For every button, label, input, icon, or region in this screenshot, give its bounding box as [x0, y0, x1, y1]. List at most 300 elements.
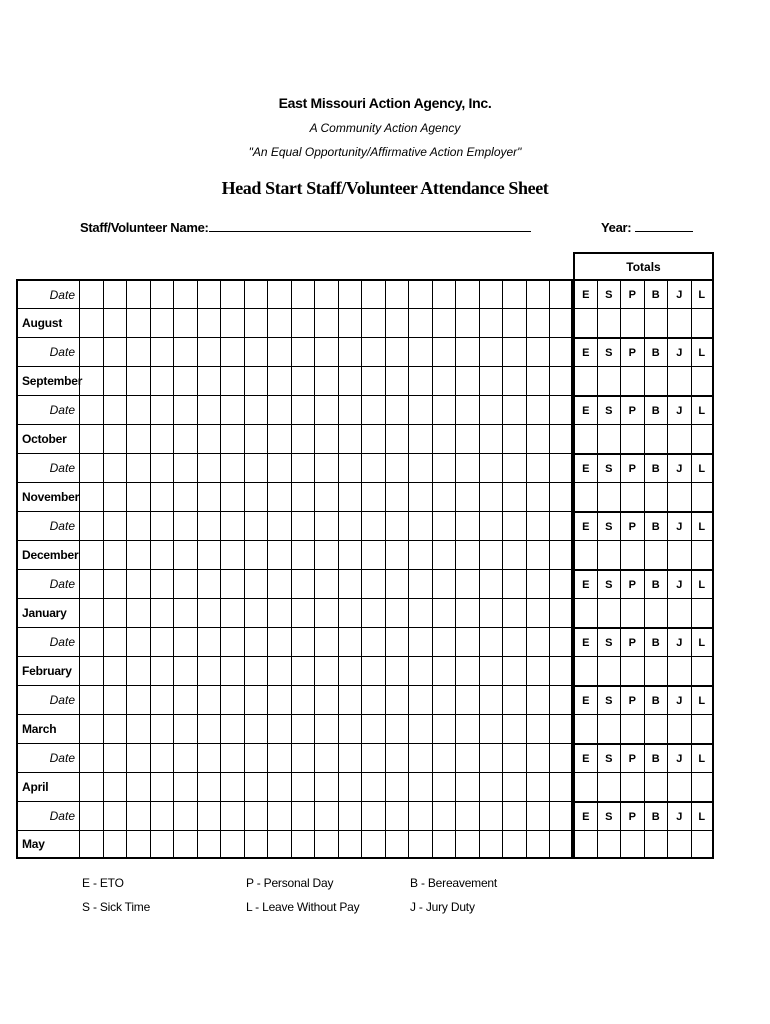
- date-cell[interactable]: [432, 627, 456, 656]
- attendance-cell[interactable]: [526, 656, 550, 685]
- date-cell[interactable]: [432, 395, 456, 424]
- attendance-cell[interactable]: [126, 830, 150, 859]
- date-cell[interactable]: [150, 801, 174, 830]
- total-value-cell[interactable]: [667, 598, 691, 627]
- attendance-cell[interactable]: [173, 424, 197, 453]
- attendance-cell[interactable]: [549, 598, 573, 627]
- attendance-cell[interactable]: [526, 366, 550, 395]
- attendance-cell[interactable]: [267, 772, 291, 801]
- date-cell[interactable]: [173, 453, 197, 482]
- date-cell[interactable]: [361, 801, 385, 830]
- attendance-cell[interactable]: [385, 656, 409, 685]
- attendance-cell[interactable]: [267, 424, 291, 453]
- total-value-cell[interactable]: [620, 714, 644, 743]
- attendance-cell[interactable]: [549, 308, 573, 337]
- date-cell[interactable]: [150, 627, 174, 656]
- date-cell[interactable]: [526, 685, 550, 714]
- date-cell[interactable]: [502, 685, 526, 714]
- date-cell[interactable]: [502, 337, 526, 366]
- date-cell[interactable]: [267, 627, 291, 656]
- date-cell[interactable]: [314, 627, 338, 656]
- attendance-cell[interactable]: [173, 540, 197, 569]
- date-cell[interactable]: [79, 453, 103, 482]
- date-cell[interactable]: [267, 511, 291, 540]
- attendance-cell[interactable]: [103, 598, 127, 627]
- total-value-cell[interactable]: [573, 308, 597, 337]
- attendance-cell[interactable]: [385, 308, 409, 337]
- date-cell[interactable]: [549, 395, 573, 424]
- date-cell[interactable]: [314, 569, 338, 598]
- attendance-cell[interactable]: [338, 714, 362, 743]
- date-cell[interactable]: [455, 511, 479, 540]
- attendance-cell[interactable]: [150, 830, 174, 859]
- total-value-cell[interactable]: [597, 598, 621, 627]
- date-cell[interactable]: [220, 569, 244, 598]
- date-cell[interactable]: [338, 453, 362, 482]
- date-cell[interactable]: [220, 685, 244, 714]
- date-cell[interactable]: [150, 279, 174, 308]
- attendance-cell[interactable]: [549, 656, 573, 685]
- attendance-cell[interactable]: [126, 308, 150, 337]
- date-cell[interactable]: [103, 627, 127, 656]
- attendance-cell[interactable]: [479, 772, 503, 801]
- date-cell[interactable]: [244, 395, 268, 424]
- date-cell[interactable]: [150, 511, 174, 540]
- staff-name-field[interactable]: [80, 220, 531, 235]
- attendance-cell[interactable]: [408, 424, 432, 453]
- date-cell[interactable]: [173, 685, 197, 714]
- date-cell[interactable]: [79, 743, 103, 772]
- date-cell[interactable]: [526, 743, 550, 772]
- attendance-cell[interactable]: [173, 482, 197, 511]
- date-cell[interactable]: [103, 279, 127, 308]
- attendance-cell[interactable]: [338, 772, 362, 801]
- date-cell[interactable]: [361, 337, 385, 366]
- total-value-cell[interactable]: [620, 540, 644, 569]
- date-cell[interactable]: [502, 511, 526, 540]
- date-cell[interactable]: [244, 569, 268, 598]
- date-cell[interactable]: [314, 743, 338, 772]
- attendance-cell[interactable]: [549, 482, 573, 511]
- attendance-cell[interactable]: [549, 772, 573, 801]
- date-cell[interactable]: [244, 627, 268, 656]
- total-value-cell[interactable]: [573, 540, 597, 569]
- attendance-cell[interactable]: [526, 598, 550, 627]
- date-cell[interactable]: [314, 279, 338, 308]
- date-cell[interactable]: [244, 685, 268, 714]
- attendance-cell[interactable]: [126, 366, 150, 395]
- total-value-cell[interactable]: [620, 598, 644, 627]
- date-cell[interactable]: [479, 453, 503, 482]
- attendance-cell[interactable]: [103, 772, 127, 801]
- date-cell[interactable]: [549, 453, 573, 482]
- date-cell[interactable]: [361, 627, 385, 656]
- date-cell[interactable]: [79, 627, 103, 656]
- date-cell[interactable]: [126, 511, 150, 540]
- attendance-cell[interactable]: [103, 830, 127, 859]
- date-cell[interactable]: [385, 801, 409, 830]
- attendance-cell[interactable]: [385, 366, 409, 395]
- attendance-cell[interactable]: [432, 424, 456, 453]
- total-value-cell[interactable]: [644, 656, 668, 685]
- date-cell[interactable]: [338, 337, 362, 366]
- attendance-cell[interactable]: [526, 482, 550, 511]
- total-value-cell[interactable]: [644, 714, 668, 743]
- total-value-cell[interactable]: [644, 598, 668, 627]
- date-cell[interactable]: [267, 395, 291, 424]
- date-cell[interactable]: [220, 453, 244, 482]
- total-value-cell[interactable]: [597, 482, 621, 511]
- attendance-cell[interactable]: [197, 482, 221, 511]
- date-cell[interactable]: [314, 801, 338, 830]
- date-cell[interactable]: [385, 569, 409, 598]
- attendance-cell[interactable]: [432, 772, 456, 801]
- attendance-cell[interactable]: [103, 482, 127, 511]
- attendance-cell[interactable]: [385, 598, 409, 627]
- total-value-cell[interactable]: [597, 830, 621, 859]
- total-value-cell[interactable]: [573, 366, 597, 395]
- attendance-cell[interactable]: [432, 656, 456, 685]
- attendance-cell[interactable]: [361, 366, 385, 395]
- attendance-cell[interactable]: [549, 424, 573, 453]
- attendance-cell[interactable]: [173, 830, 197, 859]
- date-cell[interactable]: [526, 801, 550, 830]
- attendance-cell[interactable]: [361, 830, 385, 859]
- date-cell[interactable]: [220, 337, 244, 366]
- attendance-cell[interactable]: [338, 598, 362, 627]
- date-cell[interactable]: [432, 453, 456, 482]
- attendance-cell[interactable]: [314, 830, 338, 859]
- attendance-cell[interactable]: [432, 714, 456, 743]
- date-cell[interactable]: [408, 627, 432, 656]
- date-cell[interactable]: [338, 743, 362, 772]
- attendance-cell[interactable]: [338, 308, 362, 337]
- date-cell[interactable]: [103, 801, 127, 830]
- attendance-cell[interactable]: [197, 366, 221, 395]
- date-cell[interactable]: [103, 743, 127, 772]
- attendance-cell[interactable]: [408, 830, 432, 859]
- attendance-cell[interactable]: [150, 482, 174, 511]
- attendance-cell[interactable]: [244, 656, 268, 685]
- total-value-cell[interactable]: [691, 714, 715, 743]
- date-cell[interactable]: [291, 743, 315, 772]
- date-cell[interactable]: [244, 453, 268, 482]
- attendance-cell[interactable]: [173, 656, 197, 685]
- total-value-cell[interactable]: [691, 424, 715, 453]
- attendance-cell[interactable]: [549, 540, 573, 569]
- attendance-cell[interactable]: [220, 830, 244, 859]
- total-value-cell[interactable]: [644, 772, 668, 801]
- date-cell[interactable]: [338, 395, 362, 424]
- date-cell[interactable]: [385, 337, 409, 366]
- attendance-cell[interactable]: [385, 714, 409, 743]
- date-cell[interactable]: [267, 685, 291, 714]
- total-value-cell[interactable]: [620, 830, 644, 859]
- date-cell[interactable]: [502, 395, 526, 424]
- date-cell[interactable]: [432, 511, 456, 540]
- attendance-cell[interactable]: [314, 366, 338, 395]
- date-cell[interactable]: [126, 685, 150, 714]
- date-cell[interactable]: [479, 801, 503, 830]
- date-cell[interactable]: [502, 279, 526, 308]
- date-cell[interactable]: [385, 511, 409, 540]
- date-cell[interactable]: [244, 337, 268, 366]
- date-cell[interactable]: [126, 569, 150, 598]
- attendance-cell[interactable]: [197, 308, 221, 337]
- date-cell[interactable]: [291, 453, 315, 482]
- attendance-cell[interactable]: [338, 656, 362, 685]
- attendance-cell[interactable]: [338, 482, 362, 511]
- date-cell[interactable]: [526, 395, 550, 424]
- attendance-cell[interactable]: [79, 656, 103, 685]
- date-cell[interactable]: [432, 801, 456, 830]
- attendance-cell[interactable]: [197, 714, 221, 743]
- attendance-cell[interactable]: [314, 540, 338, 569]
- attendance-cell[interactable]: [126, 656, 150, 685]
- attendance-cell[interactable]: [432, 366, 456, 395]
- total-value-cell[interactable]: [597, 366, 621, 395]
- attendance-cell[interactable]: [267, 656, 291, 685]
- attendance-cell[interactable]: [244, 424, 268, 453]
- attendance-cell[interactable]: [267, 482, 291, 511]
- date-cell[interactable]: [267, 337, 291, 366]
- date-cell[interactable]: [479, 337, 503, 366]
- date-cell[interactable]: [549, 685, 573, 714]
- attendance-cell[interactable]: [408, 656, 432, 685]
- total-value-cell[interactable]: [597, 540, 621, 569]
- date-cell[interactable]: [408, 569, 432, 598]
- attendance-cell[interactable]: [361, 656, 385, 685]
- total-value-cell[interactable]: [597, 772, 621, 801]
- attendance-cell[interactable]: [385, 772, 409, 801]
- total-value-cell[interactable]: [597, 714, 621, 743]
- date-cell[interactable]: [267, 743, 291, 772]
- date-cell[interactable]: [432, 685, 456, 714]
- attendance-cell[interactable]: [220, 540, 244, 569]
- attendance-cell[interactable]: [314, 656, 338, 685]
- date-cell[interactable]: [455, 453, 479, 482]
- date-cell[interactable]: [338, 685, 362, 714]
- attendance-cell[interactable]: [244, 482, 268, 511]
- attendance-cell[interactable]: [502, 830, 526, 859]
- date-cell[interactable]: [408, 337, 432, 366]
- total-value-cell[interactable]: [573, 714, 597, 743]
- date-cell[interactable]: [502, 569, 526, 598]
- attendance-cell[interactable]: [455, 308, 479, 337]
- year-blank[interactable]: [635, 221, 693, 232]
- date-cell[interactable]: [173, 279, 197, 308]
- attendance-cell[interactable]: [244, 308, 268, 337]
- date-cell[interactable]: [314, 685, 338, 714]
- attendance-cell[interactable]: [220, 424, 244, 453]
- attendance-cell[interactable]: [220, 714, 244, 743]
- attendance-cell[interactable]: [197, 772, 221, 801]
- attendance-cell[interactable]: [79, 772, 103, 801]
- attendance-cell[interactable]: [338, 424, 362, 453]
- attendance-cell[interactable]: [408, 598, 432, 627]
- attendance-cell[interactable]: [150, 540, 174, 569]
- date-cell[interactable]: [338, 511, 362, 540]
- date-cell[interactable]: [220, 743, 244, 772]
- attendance-cell[interactable]: [502, 308, 526, 337]
- attendance-cell[interactable]: [385, 424, 409, 453]
- total-value-cell[interactable]: [573, 482, 597, 511]
- attendance-cell[interactable]: [150, 308, 174, 337]
- total-value-cell[interactable]: [667, 482, 691, 511]
- date-cell[interactable]: [361, 569, 385, 598]
- attendance-cell[interactable]: [79, 308, 103, 337]
- date-cell[interactable]: [361, 279, 385, 308]
- attendance-cell[interactable]: [502, 482, 526, 511]
- total-value-cell[interactable]: [620, 772, 644, 801]
- attendance-cell[interactable]: [361, 598, 385, 627]
- total-value-cell[interactable]: [644, 366, 668, 395]
- attendance-cell[interactable]: [361, 308, 385, 337]
- total-value-cell[interactable]: [691, 830, 715, 859]
- date-cell[interactable]: [314, 337, 338, 366]
- date-cell[interactable]: [220, 511, 244, 540]
- total-value-cell[interactable]: [644, 540, 668, 569]
- total-value-cell[interactable]: [573, 656, 597, 685]
- date-cell[interactable]: [526, 569, 550, 598]
- attendance-cell[interactable]: [549, 714, 573, 743]
- attendance-cell[interactable]: [526, 308, 550, 337]
- attendance-cell[interactable]: [314, 482, 338, 511]
- date-cell[interactable]: [385, 685, 409, 714]
- date-cell[interactable]: [361, 685, 385, 714]
- attendance-cell[interactable]: [220, 308, 244, 337]
- date-cell[interactable]: [385, 279, 409, 308]
- attendance-cell[interactable]: [291, 308, 315, 337]
- date-cell[interactable]: [267, 801, 291, 830]
- date-cell[interactable]: [197, 743, 221, 772]
- date-cell[interactable]: [291, 627, 315, 656]
- date-cell[interactable]: [502, 743, 526, 772]
- date-cell[interactable]: [126, 801, 150, 830]
- total-value-cell[interactable]: [573, 598, 597, 627]
- date-cell[interactable]: [314, 511, 338, 540]
- date-cell[interactable]: [173, 511, 197, 540]
- date-cell[interactable]: [244, 801, 268, 830]
- date-cell[interactable]: [361, 743, 385, 772]
- attendance-cell[interactable]: [479, 656, 503, 685]
- attendance-cell[interactable]: [244, 714, 268, 743]
- date-cell[interactable]: [385, 453, 409, 482]
- date-cell[interactable]: [126, 279, 150, 308]
- attendance-cell[interactable]: [455, 482, 479, 511]
- total-value-cell[interactable]: [667, 366, 691, 395]
- attendance-cell[interactable]: [126, 598, 150, 627]
- date-cell[interactable]: [173, 569, 197, 598]
- attendance-cell[interactable]: [291, 598, 315, 627]
- attendance-cell[interactable]: [455, 598, 479, 627]
- date-cell[interactable]: [150, 743, 174, 772]
- attendance-cell[interactable]: [479, 830, 503, 859]
- attendance-cell[interactable]: [314, 424, 338, 453]
- attendance-cell[interactable]: [267, 366, 291, 395]
- attendance-cell[interactable]: [79, 830, 103, 859]
- total-value-cell[interactable]: [597, 308, 621, 337]
- date-cell[interactable]: [432, 279, 456, 308]
- date-cell[interactable]: [526, 279, 550, 308]
- date-cell[interactable]: [79, 801, 103, 830]
- date-cell[interactable]: [173, 627, 197, 656]
- date-cell[interactable]: [502, 801, 526, 830]
- attendance-cell[interactable]: [79, 424, 103, 453]
- attendance-cell[interactable]: [103, 308, 127, 337]
- attendance-cell[interactable]: [502, 772, 526, 801]
- date-cell[interactable]: [244, 743, 268, 772]
- attendance-cell[interactable]: [502, 424, 526, 453]
- attendance-cell[interactable]: [314, 598, 338, 627]
- date-cell[interactable]: [502, 453, 526, 482]
- date-cell[interactable]: [79, 511, 103, 540]
- attendance-cell[interactable]: [455, 366, 479, 395]
- attendance-cell[interactable]: [479, 424, 503, 453]
- attendance-cell[interactable]: [197, 598, 221, 627]
- date-cell[interactable]: [432, 743, 456, 772]
- date-cell[interactable]: [291, 337, 315, 366]
- attendance-cell[interactable]: [479, 366, 503, 395]
- attendance-cell[interactable]: [502, 598, 526, 627]
- attendance-cell[interactable]: [338, 366, 362, 395]
- date-cell[interactable]: [526, 627, 550, 656]
- date-cell[interactable]: [338, 627, 362, 656]
- date-cell[interactable]: [455, 337, 479, 366]
- attendance-cell[interactable]: [173, 714, 197, 743]
- attendance-cell[interactable]: [126, 424, 150, 453]
- date-cell[interactable]: [455, 743, 479, 772]
- total-value-cell[interactable]: [691, 540, 715, 569]
- date-cell[interactable]: [408, 395, 432, 424]
- total-value-cell[interactable]: [573, 424, 597, 453]
- attendance-cell[interactable]: [291, 540, 315, 569]
- date-cell[interactable]: [79, 279, 103, 308]
- date-cell[interactable]: [338, 279, 362, 308]
- attendance-cell[interactable]: [150, 366, 174, 395]
- attendance-cell[interactable]: [455, 830, 479, 859]
- total-value-cell[interactable]: [573, 830, 597, 859]
- date-cell[interactable]: [455, 801, 479, 830]
- date-cell[interactable]: [479, 511, 503, 540]
- date-cell[interactable]: [291, 279, 315, 308]
- date-cell[interactable]: [526, 511, 550, 540]
- attendance-cell[interactable]: [408, 366, 432, 395]
- total-value-cell[interactable]: [597, 424, 621, 453]
- date-cell[interactable]: [408, 685, 432, 714]
- total-value-cell[interactable]: [620, 656, 644, 685]
- date-cell[interactable]: [126, 453, 150, 482]
- date-cell[interactable]: [79, 685, 103, 714]
- total-value-cell[interactable]: [620, 424, 644, 453]
- year-field[interactable]: [601, 220, 693, 235]
- date-cell[interactable]: [150, 337, 174, 366]
- date-cell[interactable]: [79, 395, 103, 424]
- attendance-cell[interactable]: [173, 366, 197, 395]
- attendance-cell[interactable]: [338, 830, 362, 859]
- attendance-cell[interactable]: [103, 656, 127, 685]
- attendance-cell[interactable]: [549, 830, 573, 859]
- total-value-cell[interactable]: [691, 366, 715, 395]
- date-cell[interactable]: [103, 395, 127, 424]
- attendance-cell[interactable]: [526, 714, 550, 743]
- attendance-cell[interactable]: [79, 540, 103, 569]
- date-cell[interactable]: [385, 743, 409, 772]
- date-cell[interactable]: [220, 627, 244, 656]
- attendance-cell[interactable]: [150, 424, 174, 453]
- attendance-cell[interactable]: [197, 830, 221, 859]
- date-cell[interactable]: [291, 801, 315, 830]
